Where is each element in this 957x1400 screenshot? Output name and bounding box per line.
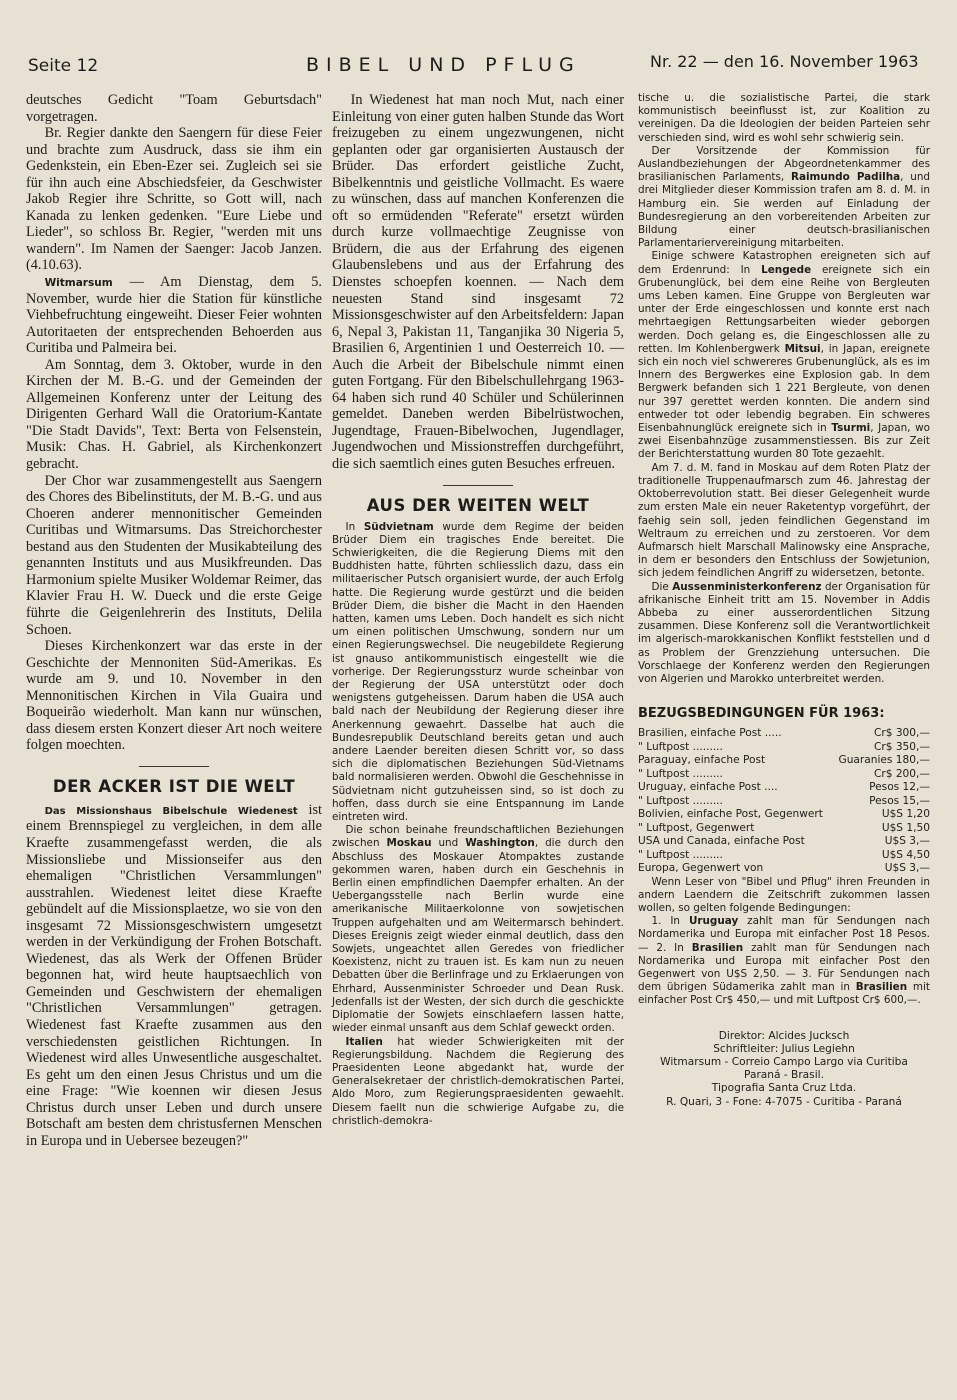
price-row [638,754,930,768]
paragraph: Br. Regier dankte den Saengern für diese Feier und brachte zum Ausdruck, dass sie ihm ein Gedenkstein, ein Eben-Ezer sei. Zugleich sei sie für ihn auch eine Abschiedsfeier, da Geschwister Jakob Regier ihre Schritte, so Gott will, nach Kanada zu lenken gedenken. "Eure Liebe und Lieder", so schloss Br. Regier, "werden mit uns wandern". Im Namen der Saenger: Jacob Janzen. (4.10.63). [26,125,322,274]
keyword: Aussenministerkonferenz [672,580,822,593]
text: ereignete sich ein Grubenunglück, bei dem eine Reihe von Bergleuten ums Leben kamen. Eine Gruppe von Bergleuten war unter der Erde eingeschlossen und konnte erst nach mehrtaegigen Rettungsarbeiten wieder geborgen werden. Doch gelang es, die Eingeschlossen alle zu retten. Im Kohlenbergwerk [638,263,930,355]
news-item-katastrophen [638,250,930,461]
imprint-line: Tipografia Santa Cruz Ltda. [711,1082,857,1095]
text: Die schon beinahe freundschaftlichen Beziehungen zwischen [332,824,624,850]
price-row [638,768,930,782]
imprint-line: R. Quari, 3 - Fone: 4-7075 - Curitiba - Paraná [666,1095,902,1108]
price-label: Europa, Gegenwert von [638,862,764,875]
price-row [638,835,930,849]
text: , die durch den Abschluss des Moskauer Atompaktes zustande gekommen waren, haben durch ein Geschehnis in Berlin einen empfindlichen Daempfer erhalten. An der Uebergangsstelle nach Berlin wurde eine amerikanische Militaerkolonne von sowjetischen Truppen aufgehalten und am Weitermarsch behindert. Dieses Ereignis zeigt wieder einmal deutlich, dass den Sowjets, ungeachtet allen Geredes von friedlicher Koexistenz, nicht zu trauen ist. Es kam nun zu neuen Debatten über die Berlinfrage und zu Erklaerungen von Ehrhard, Aussenminister Schroeder und Dean Rusk. Jedenfalls ist der Westen, der sich durch die geschickte Diplomatie der Sowjets einschlaefern lassen hatte, wieder einmal unsanft aus dem Schlaf geweckt orden. [332,837,625,1035]
price-label: Uruguay, einfache Post .... [638,781,778,794]
news-block [332,521,624,1128]
text: mit einfacher Post Cr$ 450,— und mit Luftpost Cr$ 600,—. [638,981,930,1007]
text: , in Japan, ereignete sich ein noch viel schwereres Grubenunglück, als es im Innern des Bergwerkes eine Explosion gab. In dem Bergwerk befanden sich 1 221 Bergleute, von denen nur 397 gerettet werden konnten. Die andern sind entweder tot oder lebendig begraben. Ein schweres Eisenbahnunglück ereignete sich in [638,342,930,435]
paragraph-text: ist einem Brennspiegel zu vergleichen, in dem alle Kraefte zusammengefasst werden, die als Missionsliebe und Missionseifer aus den ehemaligen "Christlichen Versammlungen" ausstrahlen. Wiedenest leitet diese Kraefte gebündelt auf die Missionsplaetze, wo sie von den insgesamt 72 Missionsgeschwistern umgesetzt werden in der Verkündigung der Frohen Botschaft. Wiedenest, das als Werk der Offenen Brüder begonnen hat, wird heute hauptsaechlich von Gemeinden und Geschwistern der ehemaligen "Christlichen Versammlungen" getragen. Wiedenest fast Kraefte zusammen aus den verschiedensten geistlichen Richtungen. In Wiedenest wird alles Unwesentliche ausgeschaltet. Es geht um den einen Jesus Christus und um die eine Frage: "Wie koennen wir diesen Jesus Christus durch unser Leben und durch unsere Botschaft am besten dem christusfernen Menschen in Europa und in Uebersee bezeugen?" [26,801,322,1149]
keyword: Uruguay [688,915,739,928]
section-heading: AUS DER WEITEN WELT [366,495,590,515]
keyword: Südvietnam [363,520,434,533]
place-name: Witmarsum [44,277,113,290]
keyword: Brasilien [691,941,744,954]
paragraph: Am Sonntag, dem 3. Oktober, wurde in den Kirchen der M. B.-G. und der Gemeinden der Allgemeinen Konferenz unter der Leitung des Dirigenten Gerhard Wall die Oratorium-Kantate "Die Stadt Davids", Text: Berta von Felsenstein, Musik: Chas. H. Gabriel, als Kirchenkonzert gebracht. [26,356,322,473]
imprint [638,1030,930,1109]
price-value: U$S 1,20 [881,808,930,821]
news-item-berlin [332,824,624,1035]
price-value: Guaranies 180,— [838,754,930,767]
price-value: Cr$ 350,— [873,740,930,753]
imprint-line: Paraná - Brasil. [744,1069,824,1082]
imprint-line: Schriftleiter: Julius Legiehn [713,1042,855,1055]
column-3 [638,92,930,1109]
article-body [26,802,322,1149]
subscription-rules [638,915,930,1007]
imprint-line: Witmarsum - Correio Campo Largo via Curitiba [660,1056,908,1069]
text: zahlt man für Sendungen nach Nordamerika und Europa mit einfacher Post 18 Pesos. — 2. In [638,915,931,954]
subscription-heading: BEZUGSBEDINGUNGEN FÜR 1963: [638,706,885,722]
price-value: Pesos 12,— [869,781,930,794]
news-item-konferenz [638,581,930,687]
paragraph: tische u. die sozialistische Partei, die stark kommunistisch beeinflusst ist, zur Koalition zu vereinigen. Da die Ideologien der beiden Parteien sehr verschieden sind, wird es wohl sehr schwierig sein. [638,92,930,144]
price-label: USA und Canada, einfache Post [638,835,805,848]
price-row [638,849,930,863]
text: 1. In [651,915,689,928]
page-header [0,50,957,84]
price-row [638,822,930,836]
price-table [638,727,930,876]
news-item-padilha [638,145,930,251]
article-heading: DER ACKER IST DIE WELT [52,776,296,796]
subscription-conditions: Wenn Leser von "Bibel und Pflug" ihren Freunden in andern Laendern die Zeitschrift zukommen lassen wollen, so gelten folgende Bedingungen: [638,875,930,915]
text: , Japan, wo zwei Eisenbahnzüge zusammenstiessen. Bis zur Zeit der Berichterstattung wurden 80 Tote gezaehlt. [638,422,930,461]
price-value: U$S 3,— [884,835,930,848]
price-row [638,862,930,876]
price-value: Cr$ 200,— [873,767,930,780]
price-value: U$S 4,50 [881,848,930,861]
price-value: U$S 3,— [884,862,930,875]
price-value: U$S 1,50 [881,821,930,834]
text: zahlt man für Sendungen nach Nordamerika und Europa mit einfacher Post den Gegenwert von U$S 2,50. — 3. Für Sendungen nach dem übrigen Südamerika zahlt man in [638,941,930,994]
price-label: Bolivien, einfache Post, Gegenwert [638,808,823,821]
imprint-line: Direktor: Alcides Jucksch [718,1029,850,1042]
price-label: " Luftpost ......... [638,740,723,753]
text: Einige schwere Katastrophen ereigneten sich auf dem Erdenrund: In [638,250,930,276]
paragraph: Dieses Kirchenkonzert war das erste in der Geschichte der Mennoniten Süd-Amerikas. Es wurde am 9. und 10. November in den Mennonitischen Kirchen in Vila Guaira und Boqueirão wiederholt. Man kann nur wünschen, dass diesem ersten Konzert dieser Art noch weitere folgen moechten. [26,638,322,754]
keyword: Brasilien [855,981,908,994]
keyword: Lengede [761,263,812,276]
article-subheading: Das Missionshaus Bibelschule Wiedenest [44,805,298,817]
issue-date: Nr. 22 — den 16. November 1963 [650,52,919,71]
price-label: Brasilien, einfache Post ..... [638,727,782,740]
divider [139,766,209,767]
price-row [638,741,930,755]
page-number: Seite 12 [28,56,99,76]
keyword: Tsurmi [831,422,871,435]
keyword: Mitsui [784,342,821,355]
price-label: " Luftpost ......... [638,848,723,861]
text: In [345,520,364,533]
paragraph: deutsches Gedicht "Toam Geburtsdach" vorgetragen. [26,92,322,125]
price-label: Paraguay, einfache Post [638,754,766,767]
keyword: Italien [345,1035,383,1048]
paragraph: In Wiedenest hat man noch Mut, nach einer Einleitung von einer guten halben Stunde das Wort freizugeben zu einem ungezwungenen, nicht geplanten oder gar organisierten Austausch der Brüder. Das erfordert geistliche Zucht, Bibelkenntnis und geistliche Vollmacht. Es waere zu wünschen, dass auf manchen Konferenzen die oft so ermüdenden "Referate" ersetzt würden durch kurze vollmaechtige Zeugnisse von Brüdern, die aus der Erfahrung des eigenen Glaubenslebens und aus der Erfahrung des Dienstes schoepfen koennen. — Nach dem neuesten Stand sind insgesamt 72 Missionsgeschwister auf den Arbeitsfeldern: Japan 6, Nepal 3, Pakistan 11, Tanganjika 30 Nigeria 5, Brasilien 6, Argentinien 1 und Oesterreich 10. — Auch die Arbeit der Bibelschule nimmt einen guten Fortgang. Für den Bibelschullehrgang 1963-64 haben sich rund 40 Schüler und Schülerinnen gemeldet. Daneben werden Bibelrüstwochen, Jugendtage, Frauen-Bibelwochen, Jugendlager, Jugendwochen und Missionstreffen durchgeführt, die sich saemtlich eines guten Besuches erfreuen. [332,92,624,473]
price-row [638,795,930,809]
paragraph-text: — Am Dienstag, dem 5. November, wurde hier die Station für künstliche Viehbefruchtung eingeweiht. Dieser Feier wohnten Autoritaeten der entsprechenden Behoerden aus Curitiba und Palmeira bei. [26,274,322,357]
news-item-italien [332,1036,624,1128]
text: Der Vorsitzende der Kommission für Auslandbeziehungen der Abgeordnetenkammer des brasilianischen Parlaments, [638,144,930,184]
price-row [638,808,930,822]
text: Die [651,580,673,593]
text: wurde dem Regime der beiden Brüder Diem ein tragisches Ende bereitet. Die Schwierigkeiten, die die Regierung Diems mit den Buddhisten hatte, führten schliesslich dazu, dass ein militaerischer Putsch organisiert wurde, der auch Erfolg hatte. Die Regierung wurde gestürzt und die beiden Brüder Diem, die bisher die Macht in den Haenden hatten, kamen ums Leben. Doch handelt es sich nicht um einen politischen Umschwung, sondern nur um einen Regierungswechsel. Die neugebildete Regierung ist gnauso antikommunistisch eingestellt wie die vorherige. Der Regierungssturz wurde scheinbar von der Regierung der USA unterstützt oder doch wenigstens gutgeheissen. Darum haben die USA auch bald nach der Neubildung der Regierung dieser ihre Anerkennung gewaehrt. Dasselbe hat auch die Bundesrepublik Deutschland bereits getan und auch andere Laender bereiten diesen Schritt vor, so dass sich die diplomatischen Beziehungen Süd-Vietnams bald normalisieren werden. Obwohl die Geschehnisse in Südvietnam nicht gutzuheissen sind, so ist doch zu hoffen, dass durch sie eine Entspannung im Lande eintreten wird. [332,520,625,824]
news-item-vietnam [332,521,624,825]
witmarsum-report [26,274,322,357]
text: hat wieder Schwierigkeiten mit der Regierungsbildung. Nachdem die Regierung des Praesidenten Leone abgedankt hat, wurde der Generalsekretaer der christlich-demokratischen Partei, Aldo Moro, zum Regierungspraesidenten gewaehlt. Diesem faellt nun die schwierige Aufgabe zu, die christlich-demokra- [332,1035,624,1127]
text: und [431,837,466,850]
column-2 [332,92,624,1128]
keyword: Raimundo Padilha [790,171,901,184]
price-value: Cr$ 300,— [873,727,930,740]
keyword: Washington [465,837,535,850]
text: der Organisation für afrikanische Einheit tritt am 15. November in Addis Abbeba zu einer ausserordentlichen Sitzung zusammen. Diese Konferenz soll die Verantwortlichkeit im algerisch-marokkanischen Konflikt feststellen und d as Problem der Grenzziehung untersuchen. Die Vorschlaege der Konferenz werden den Regierungen von Algerien und Marokko unterbreitet werden. [638,580,930,685]
masthead-title: BIBEL UND PFLUG [306,54,581,76]
price-row [638,781,930,795]
keyword: Moskau [386,837,432,850]
news-item-moskau: Am 7. d. M. fand in Moskau auf dem Roten Platz der traditionelle Truppenaufmarsch zum 46. Jahrestag der Oktoberrevolution statt. Bei dieser Gelegenheit wurde zum ersten Male ein neuer Raketentyp vorgeführt, der faehig sein soll, jeden feindlichen Gegenstand im Weltraum zu erreichen und zu zerstoeren. Vor dem Aufmarsch hielt Marschall Malinowsky eine Ansprache, in dem er besonders den Entschluss der Sowjetunion, sich jedem feindlichen Angriff zu widersetzen, betonte. [638,461,930,580]
column-1 [26,92,322,1149]
divider [443,485,513,486]
text: , und drei Mitglieder dieser Kommission trafen am 8. d. M. in Hamburg ein. Sie werden auf Einladung der Bundesregierung an den vorbereitenden Arbeiten zur Bildung einer deutsch-brasilianischen Parlamentariervereinigung mitarbeiten. [638,171,930,250]
paragraph: Der Chor war zusammengestellt aus Saengern des Chores des Bibelinstituts, der M. B.-G. und aus Choeren anderer mennonitischer Gemeinden Curitibas und Witmarsums. Das Streichorchester bestand aus den Studenten der Musikabteilung des genannten Instituts und aus Musikfreunden. Das Harmonium spielte Musiker Woldemar Reimer, das Klavier Frau H. W. Dueck und die erste Geige führte die Geigenlehrerin des Instituts, Delila Schoen. [26,472,322,638]
price-label: " Luftpost ......... [638,767,723,780]
price-row [638,727,930,741]
price-label: " Luftpost, Gegenwert [638,821,755,834]
price-value: Pesos 15,— [869,794,930,807]
price-label: " Luftpost ......... [638,794,723,807]
